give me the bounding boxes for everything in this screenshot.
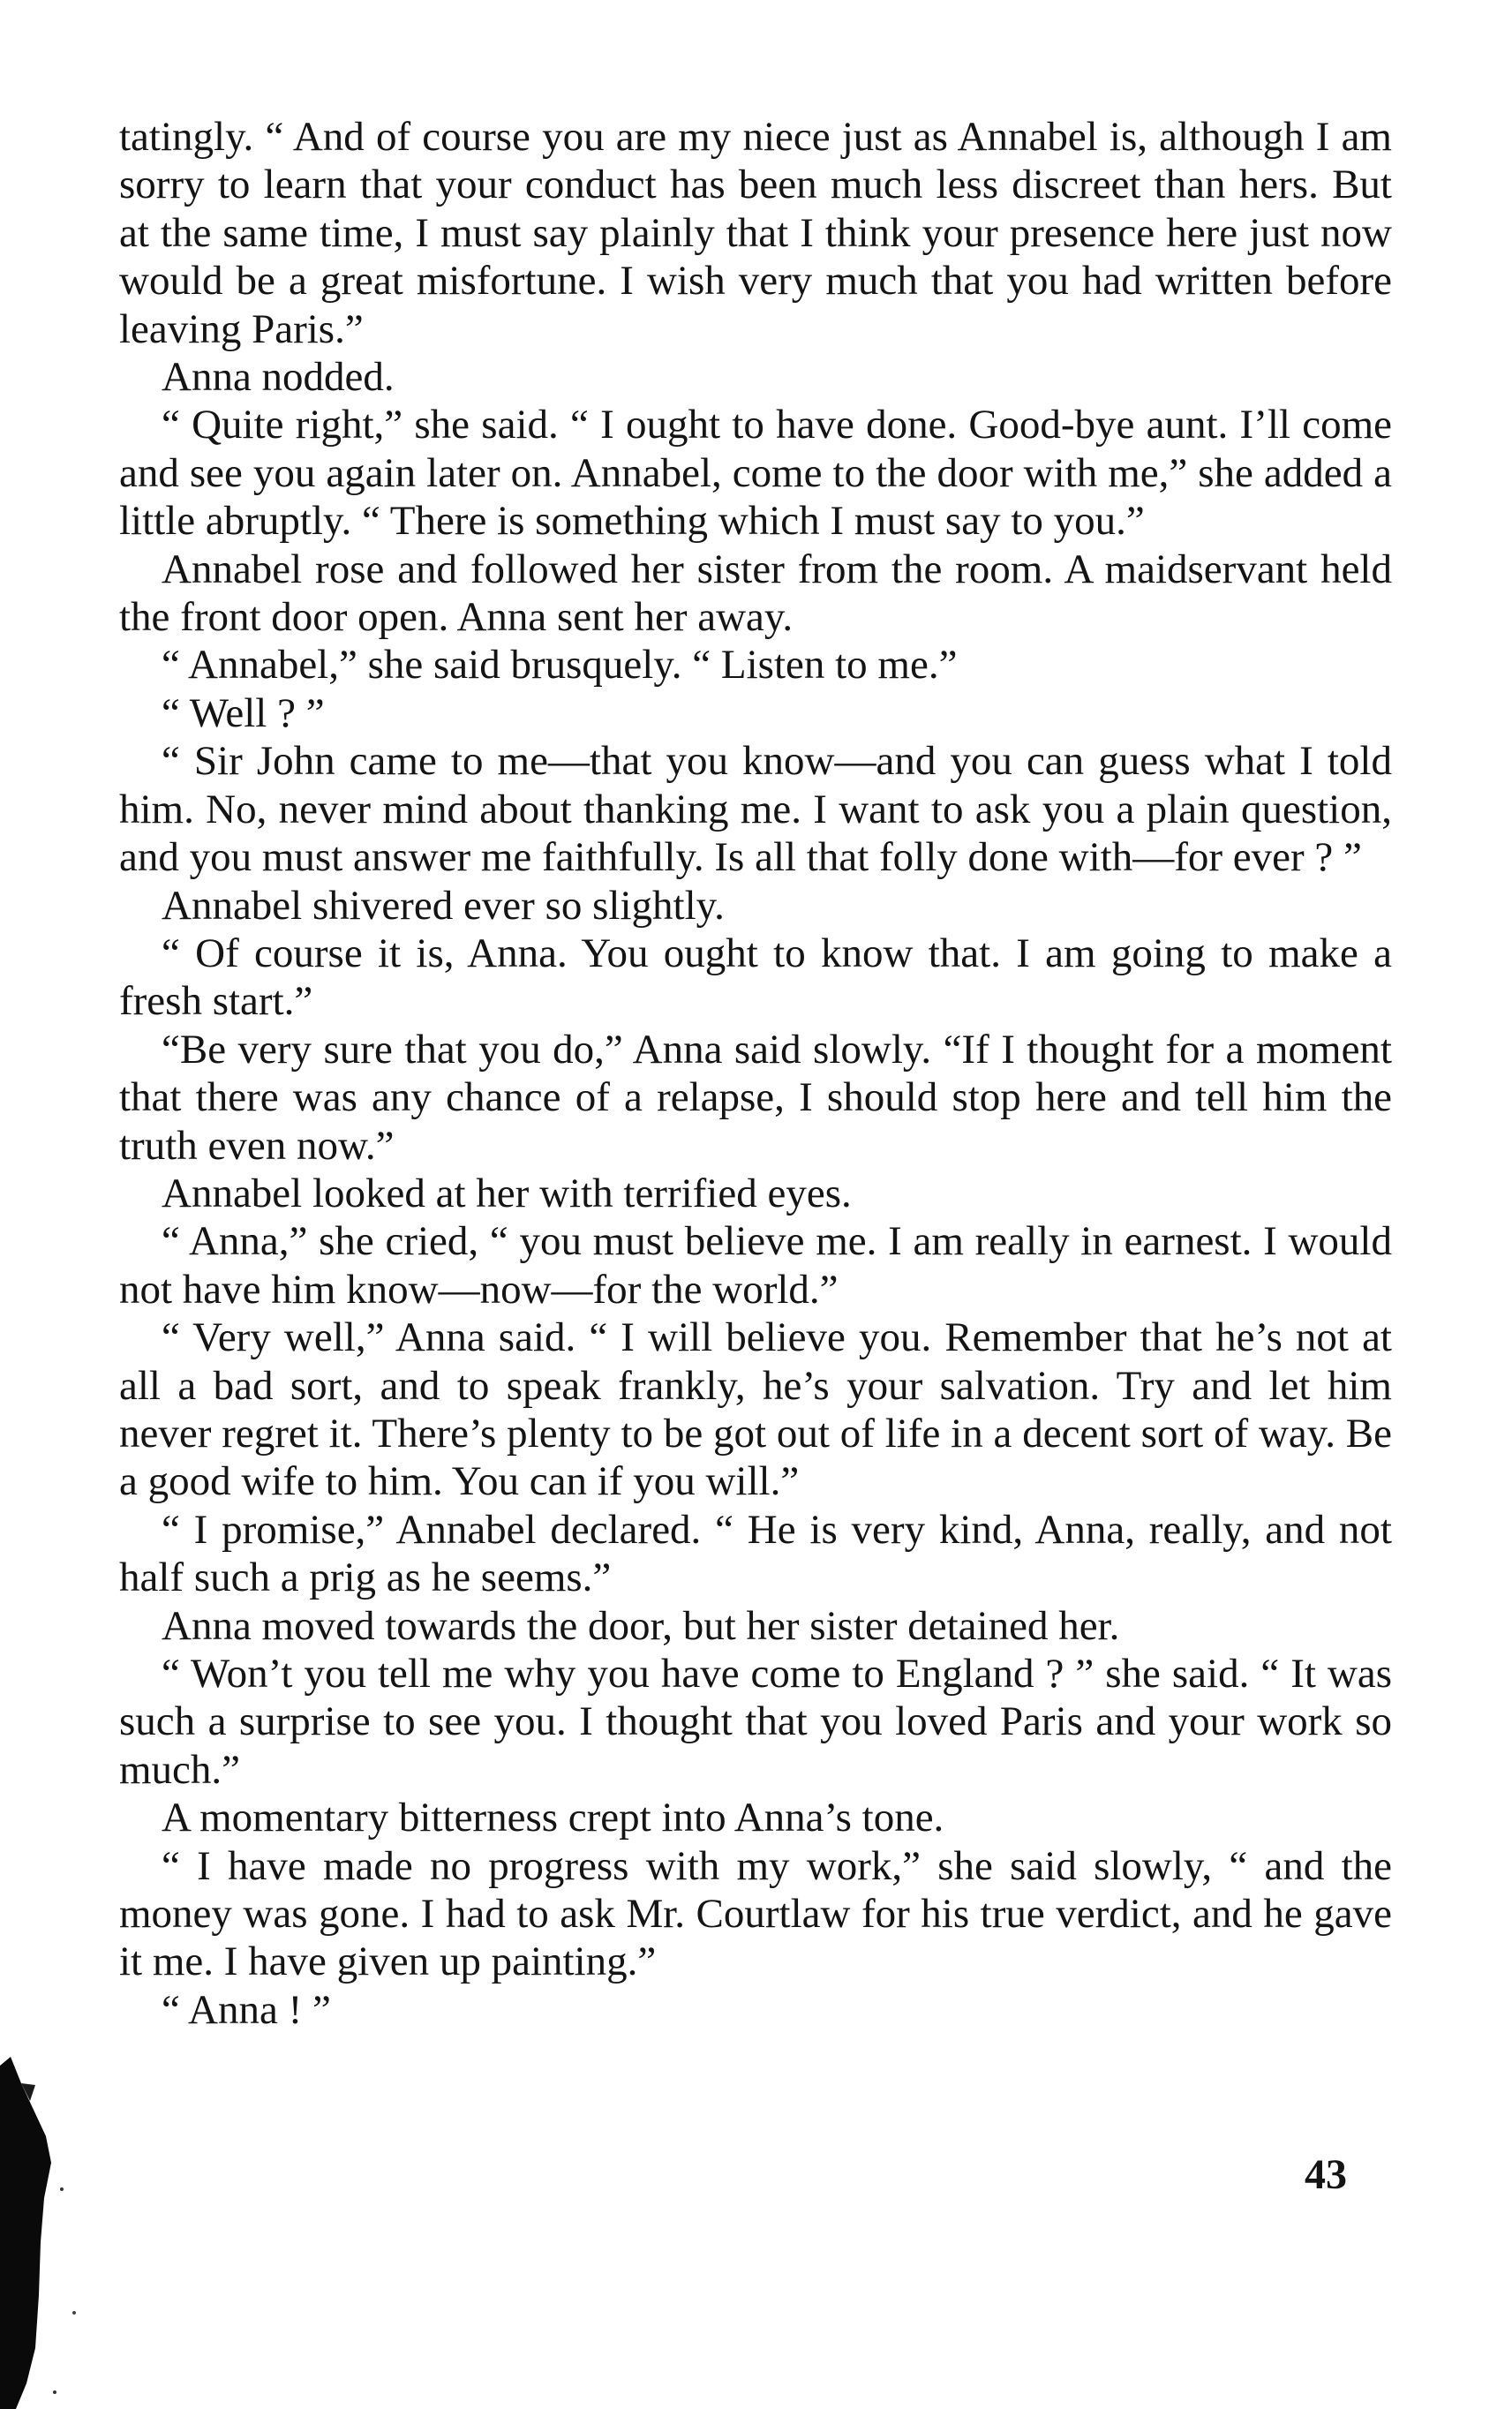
paragraph-17: A momentary bitterness crept into Anna’s tone. — [162, 1795, 944, 1841]
page-number: 43 — [1305, 2151, 1347, 2198]
paragraph-14: “ I promise,” Annabel declared. “ He is very kind, Anna, really, and not half such a prig as he seems.” — [119, 1506, 1392, 1601]
scan-edge-shadow — [0, 2030, 106, 2409]
paragraph-11: Annabel looked at her with terrified eyes. — [162, 1170, 852, 1216]
paragraph-16: “ Won’t you tell me why you have come to England ? ” she said. “ It was such a surprise to see you. I thought that you loved Paris and your work so much.” — [119, 1651, 1392, 1793]
paragraph-7: “ Sir John came to me—that you know—and you can guess what I told him. No, never mind about thanking me. I want to ask you a plain question, and you must answer me faithfully. Is all that folly done with—for ever ? ” — [119, 738, 1392, 881]
paragraph-3: “ Quite right,” she said. “ I ought to have done. Good-bye aunt. I’ll come and see you again later on. Annabel, come to the door with me,” she added a little abruptly. “ There is something which I must say to you.” — [119, 402, 1392, 545]
paragraph-6: “ Well ? ” — [162, 689, 325, 736]
paragraph-5: “ Annabel,” she said brusquely. “ Listen to me.” — [162, 642, 958, 689]
paragraph-9: “ Of course it is, Anna. You ought to know that. I am going to make a fresh start.” — [119, 930, 1392, 1025]
page-body — [119, 113, 1392, 2034]
paragraph-19: “ Anna ! ” — [162, 1986, 331, 2033]
paragraph-12: “ Anna,” she cried, “ you must believe me. I am really in earnest. I would not have him know—now—for the world.” — [119, 1218, 1392, 1313]
paragraph-15: Anna moved towards the door, but her sister detained her. — [162, 1602, 1120, 1649]
paragraph-1: tatingly. “ And of course you are my niece just as Annabel is, although I am sorry to learn that your conduct has been much less discreet than hers. But at the same time, I must say plainly that I think your presence here just now would be a great misfortune. I wish very much that you had written before leaving Paris.” — [119, 114, 1392, 352]
paragraph-18: “ I have made no progress with my work,” she said slowly, “ and the money was gone. I had to ask Mr. Courtlaw for his true verdict, and he gave it me. I have given up painting.” — [119, 1842, 1392, 1985]
paragraph-4: Annabel rose and followed her sister from the room. A maidservant held the front door open. Anna sent her away. — [119, 546, 1392, 641]
paragraph-8: Annabel shivered ever so slightly. — [162, 882, 725, 929]
paragraph-2: Anna nodded. — [162, 354, 395, 401]
paragraph-10: “Be very sure that you do,” Anna said slowly. “If I thought for a moment that there was any chance of a relapse, I should stop here and tell him the truth even now.” — [119, 1026, 1392, 1169]
paragraph-13: “ Very well,” Anna said. “ I will believe you. Remember that he’s not at all a bad sort, and to speak frankly, he’s your salvation. Try and let him never regret it. There’s plenty to be got out of life in a decent sort of way. Be a good wife to him. You can if you will.” — [119, 1314, 1392, 1505]
